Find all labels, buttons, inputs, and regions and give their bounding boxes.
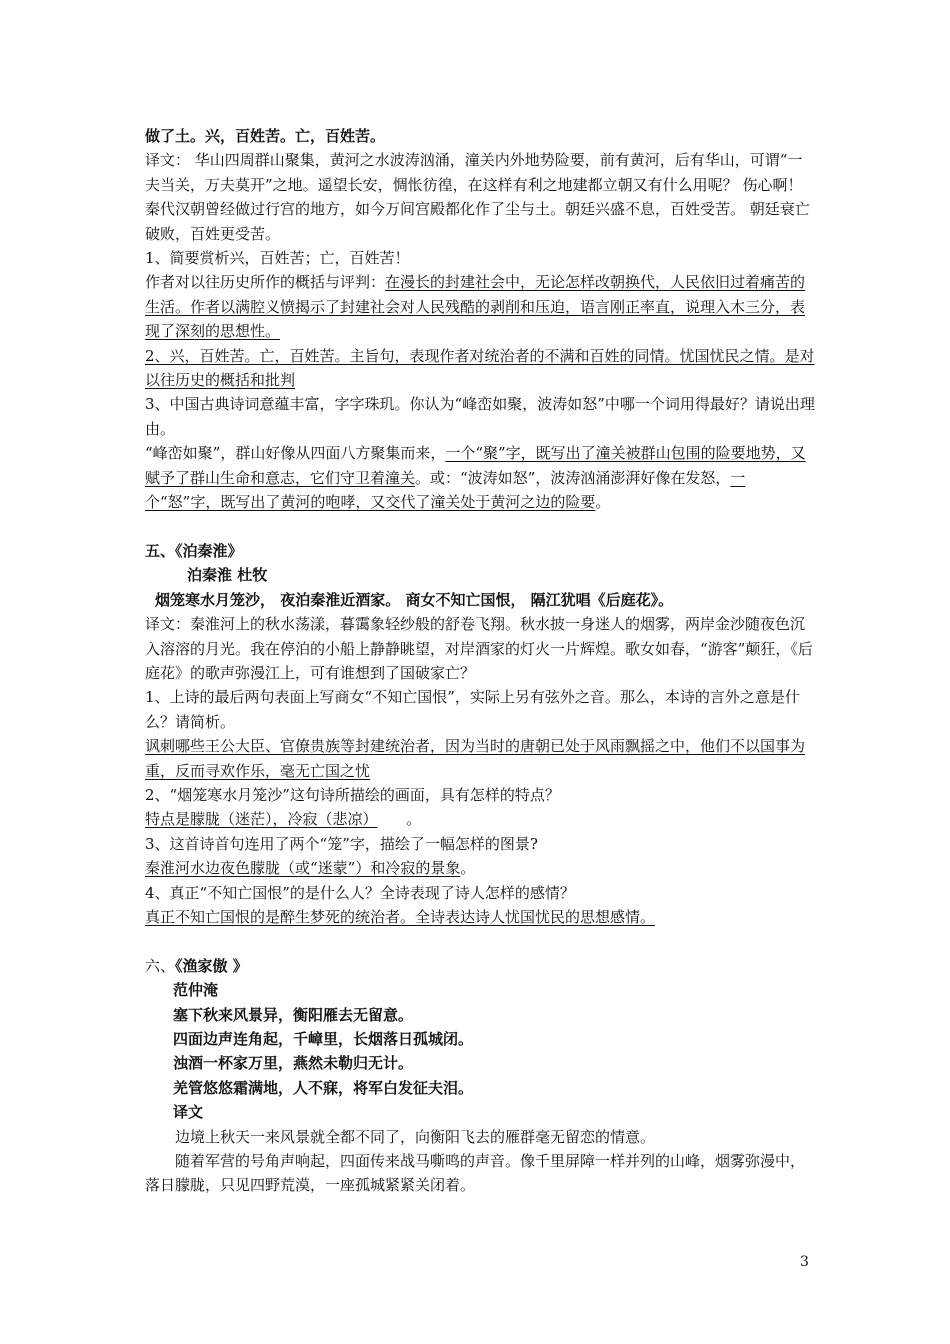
page-content: [145, 124, 815, 1198]
question-3: 3、中国古典诗词意蕴丰富，字字珠玑。你认为“峰峦如聚，波涛如怒”中哪一个词用得最好？请说出理由。: [145, 395, 815, 438]
page-number: 3: [800, 1254, 809, 1270]
poem-line: 四面边声连角起，千嶂里，长烟落日孤城闭。: [173, 1030, 474, 1048]
answer-3-underlined-2: 一个“怒”字，既写出了黄河的咆哮，又交代了潼关处于黄河之边的险要: [145, 468, 746, 512]
poem-title-author: 泊秦淮 杜牧: [187, 566, 268, 585]
answer-2: 2、兴，百姓苦。亡，百姓苦。主旨句，表现作者对统治者的不满和百姓的同情。忧国忧民之情。是对以往历史的概括和批判: [145, 346, 815, 390]
answer-2-end: 。: [377, 810, 422, 829]
answer-3-part-1: “峰峦如聚”，群山好像从四面八方聚集而来，: [145, 444, 446, 463]
spacer: [145, 929, 815, 953]
answer-1: [145, 270, 815, 343]
spacer: [145, 515, 815, 539]
answer-1-lead: 作者对以往历史所作的概括与评判：: [145, 273, 386, 292]
question-1: 1、上诗的最后两句表面上写商女“不知亡国恨”，实际上另有弦外之音。那么，本诗的言外之意是什么？请简析。: [145, 688, 800, 731]
poem-text: 烟笼寒水月笼沙， 夜泊秦淮近酒家。 商女不知亡国恨， 隔江犹唱《后庭花》。: [155, 590, 674, 609]
answer-3-part-2: 。或：“波涛如怒”，波涛汹涌澎湃好像在发怒，: [415, 468, 731, 487]
section-5-heading: 五、《泊秦淮》: [145, 541, 243, 560]
poem-line: 羌管悠悠霜满地，人不寐，将军白发征夫泪。: [173, 1078, 474, 1097]
section-6-number: 六、: [145, 956, 176, 975]
section-6-title: 《渔家傲 》: [175, 956, 248, 975]
translation-paragraph: 随着军营的号角声响起，四面传来战马嘶鸣的声音。像千里屏障一样并列的山峰，烟雾弥漫中，落日朦胧，只见四野荒漠，一座孤城紧紧关闭着。: [145, 1152, 806, 1195]
poem-line: 塞下秋来风景异，衡阳雁去无留意。: [173, 1005, 414, 1024]
answer-4: 真正不知亡国恨的是醉生梦死的统治者。全诗表达诗人忧国忧民的思想感情。: [145, 907, 656, 926]
translation-paragraph: 译文： 华山四周群山聚集，黄河之水波涛汹涌，潼关内外地势险要，前有黄河，后有华山，可谓“一夫当关，万夫莫开”之地。遥望长安，惆怅彷徨，在这样有利之地建都立朝又有什么用呢？ 伤心啊！秦代汉朝曾经做过行宫的地方，如今万间宫殿都化作了尘与土。朝廷兴盛不息，百姓受苦。 朝廷衰亡破败，百姓更受苦。: [145, 151, 810, 243]
question-1: 1、简要赏析兴，百姓苦；亡，百姓苦！: [145, 249, 410, 268]
translation-label: 译文: [173, 1103, 204, 1122]
question-2: 2、“烟笼寒水月笼沙”这句诗所描绘的画面，具有怎样的特点？: [145, 785, 560, 804]
answer-3-end: 。: [595, 493, 611, 512]
poem-author: 范仲淹: [173, 981, 219, 1000]
question-4: 4、真正“不知亡国恨”的是什么人？全诗表现了诗人怎样的感情？: [145, 883, 575, 902]
answer-1-text: 在漫长的封建社会中，无论怎样改朝换代，人民依旧过着痛苦的生活。作者以满腔义愤揭示了封建社会对人民残酷的剥削和压迫，语言刚正率直，说理入木三分，表现了深刻的思想性。: [145, 273, 806, 341]
translation-paragraph: 边境上秋天一来风景就全都不同了，向衡阳飞去的雁群毫无留恋的情意。: [175, 1127, 656, 1146]
answer-3-text: 秦淮河水边夜色朦胧（或“迷蒙”）和冷寂的景象: [145, 859, 461, 878]
answer-1: 讽刺哪些王公大臣、官僚贵族等封建统治者，因为当时的唐朝已处于风雨飘摇之中，他们不以国事为重，反而寻欢作乐，毫无亡国之忧: [145, 737, 806, 780]
answer-3-underlined-1: 一个“聚”字，既写出了潼关被群山包围的险要地势，又赋予了群山生命和意志，它们守卫着潼关: [145, 444, 806, 487]
answer-2-text: 特点是朦胧（迷茫），冷寂（悲凉）: [145, 810, 378, 829]
answer-3: [145, 441, 815, 514]
translation-paragraph: 译文：秦淮河上的秋水荡漾，暮霭象轻纱般的舒卷飞翔。秋水披一身迷人的烟雾，两岸金沙随夜色沉入溶溶的月光。我在停泊的小船上静静眺望，对岸酒家的灯火一片辉煌。歌女如春，“游客”颠狂，《后庭花》的歌声弥漫江上，可有谁想到了国破家亡？: [145, 615, 813, 682]
answer-2: [145, 807, 815, 831]
section-6-heading: [145, 954, 815, 978]
poem-line-end: 做了土。兴，百姓苦。亡，百姓苦。: [145, 127, 386, 145]
poem-line: 浊酒一杯家万里，燕然未勒归无计。: [173, 1054, 414, 1073]
answer-3: [145, 856, 815, 880]
question-3: 3、这首诗首句连用了两个“笼”字，描绘了一幅怎样的图景?: [145, 834, 538, 853]
answer-3-end: 。: [460, 859, 476, 878]
